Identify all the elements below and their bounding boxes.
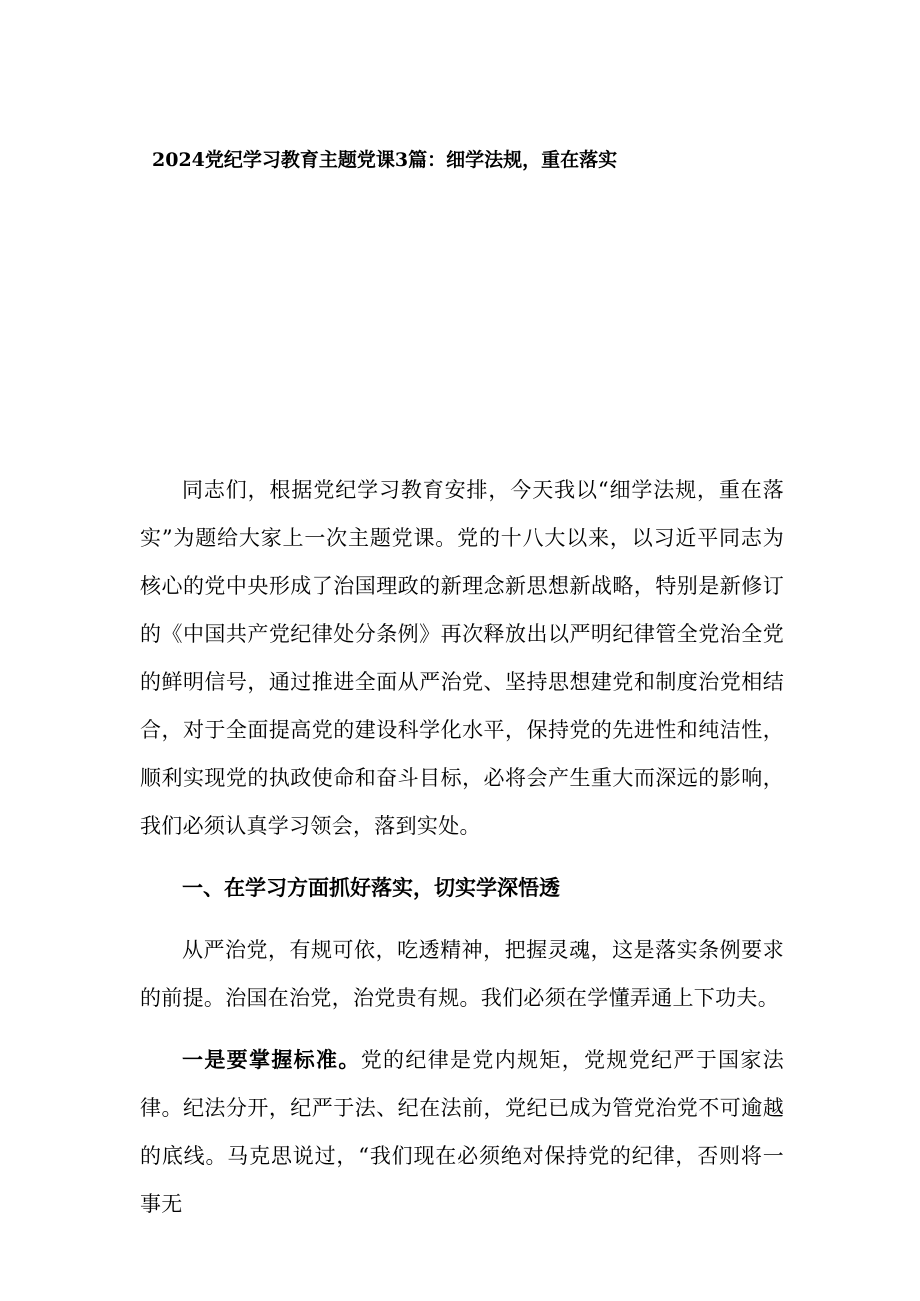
document-body — [140, 466, 784, 1228]
section-heading: 一、在学习方面抓好落实，切实学深悟透 — [182, 875, 560, 900]
section-intro-paragraph: 从严治党，有规可依，吃透精神，把握灵魂，这是落实条例要求的前提。治国在治党，治党贵有规。我们必须在学懂弄通上下功夫。 — [140, 938, 784, 1010]
intro-paragraph: 同志们，根据党纪学习教育安排，今天我以“细学法规，重在落实”为题给大家上一次主题党课。党的十八大以来，以习近平同志为核心的党中央形成了治国理政的新理念新思想新战略，特别是新修订的《中国共产党纪律处分条例》再次释放出以严明纪律管全党治全党的鲜明信号，通过推进全面从严治党、坚持思想建党和制度治党相结合，对于全面提高党的建设科学化水平，保持党的先进性和纯洁性，顺利实现党的执政使命和奋斗目标，必将会产生重大而深远的影响，我们必须认真学习领会，落到实处。 — [140, 478, 784, 838]
point-lead: 一是要掌握标准。 — [182, 1047, 361, 1072]
point-text: 党的纪律是党内规矩，党规党纪严于国家法律。纪法分开，纪严于法、纪在法前，党纪已成为管党治党不可逾越的底线。马克思说过，“我们现在必须绝对保持党的纪律，否则将一事无 — [140, 1048, 785, 1216]
document-title: 2024党纪学习教育主题党课3篇：细学法规，重在落实 — [152, 149, 618, 171]
point-paragraph — [140, 1036, 784, 1228]
